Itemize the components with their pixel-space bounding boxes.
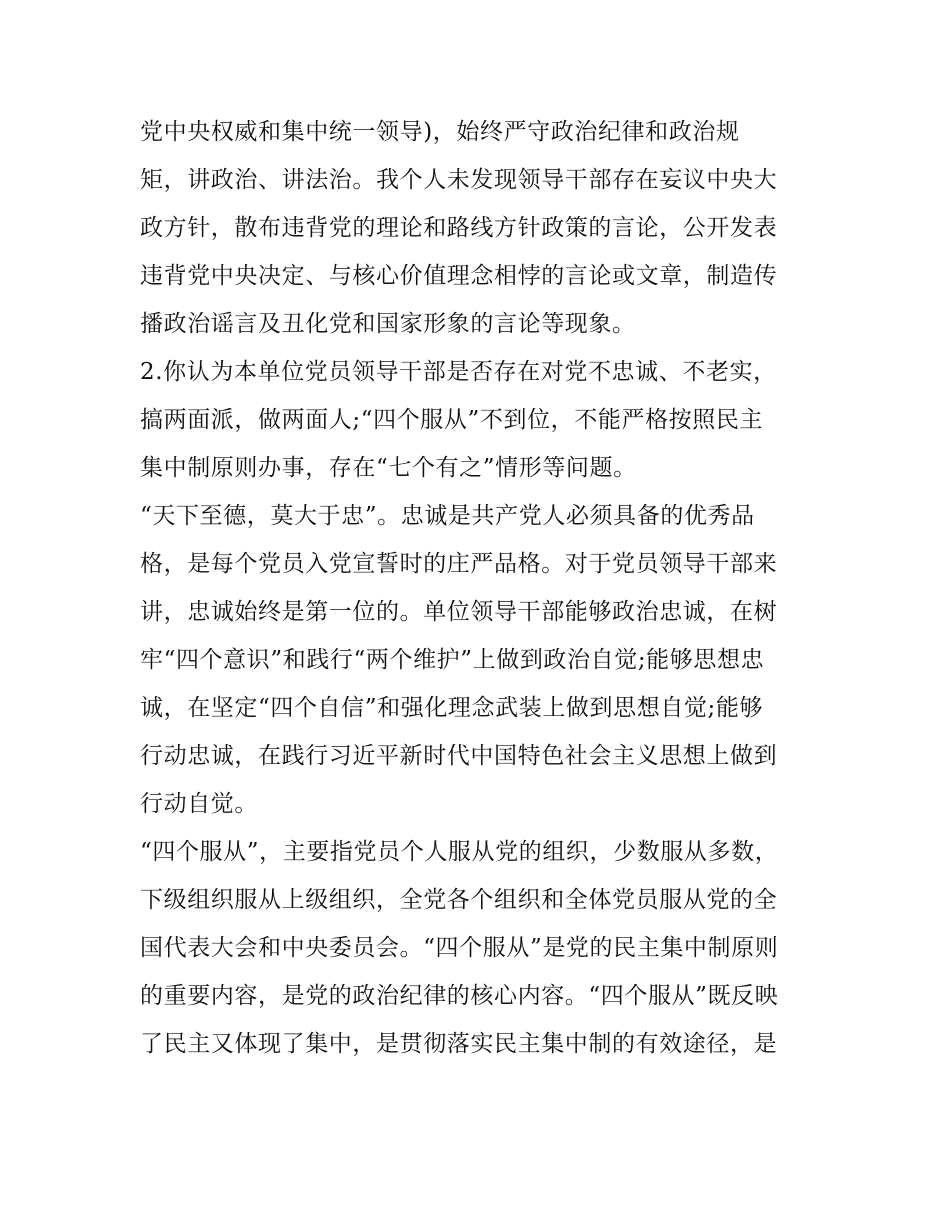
text-line: 行动忠诚，在践行习近平新时代中国特色社会主义思想上做到 — [140, 743, 778, 769]
text-line: 国代表大会和中央委员会。“四个服从”是党的民主集中制原则 — [140, 935, 779, 961]
text-line: 政方针，散布违背党的理论和路线方针政策的言论，公开发表 — [140, 215, 778, 241]
text-line: 诚，在坚定“四个自信”和强化理念武装上做到思想自觉;能够 — [140, 695, 764, 721]
text-line: 下级组织服从上级组织，全党各个组织和全体党员服从党的全 — [140, 887, 778, 913]
text-line: 格，是每个党员入党宣誓时的庄严品格。对于党员领导干部来 — [140, 551, 778, 577]
text-line: 行动自觉。 — [140, 791, 258, 817]
text-line: 牢“四个意识”和践行“两个维护”上做到政治自觉;能够思想忠 — [140, 647, 765, 673]
text-line: “四个服从”，主要指党员个人服从党的组织，少数服从多数， — [140, 839, 779, 865]
text-line: 了民主又体现了集中，是贯彻落实民主集中制的有效途径，是 — [140, 1031, 778, 1057]
text-line: 的重要内容，是党的政治纪律的核心内容。“四个服从”既反映 — [140, 983, 779, 1009]
question-line: 2.你认为本单位党员领导干部是否存在对党不忠诚、不老实， — [140, 359, 777, 385]
document-body — [140, 108, 812, 1068]
text-line: 党中央权威和集中统一领导)，始终严守政治纪律和政治规 — [140, 119, 740, 145]
text-line: “天下至德，莫大于忠”。忠诚是共产党人必须具备的优秀品 — [140, 503, 755, 529]
question-line: 集中制原则办事，存在“七个有之”情形等问题。 — [140, 455, 637, 481]
text-line: 播政治谣言及丑化党和国家形象的言论等现象。 — [140, 311, 636, 337]
text-line: 违背党中央决定、与核心价值理念相悖的言论或文章，制造传 — [140, 263, 778, 289]
question-line: 搞两面派，做两面人;“四个服从”不到位，不能严格按照民主 — [140, 407, 764, 433]
text-line: 矩，讲政治、讲法治。我个人未发现领导干部存在妄议中央大 — [140, 167, 778, 193]
text-line: 讲，忠诚始终是第一位的。单位领导干部能够政治忠诚，在树 — [140, 599, 778, 625]
